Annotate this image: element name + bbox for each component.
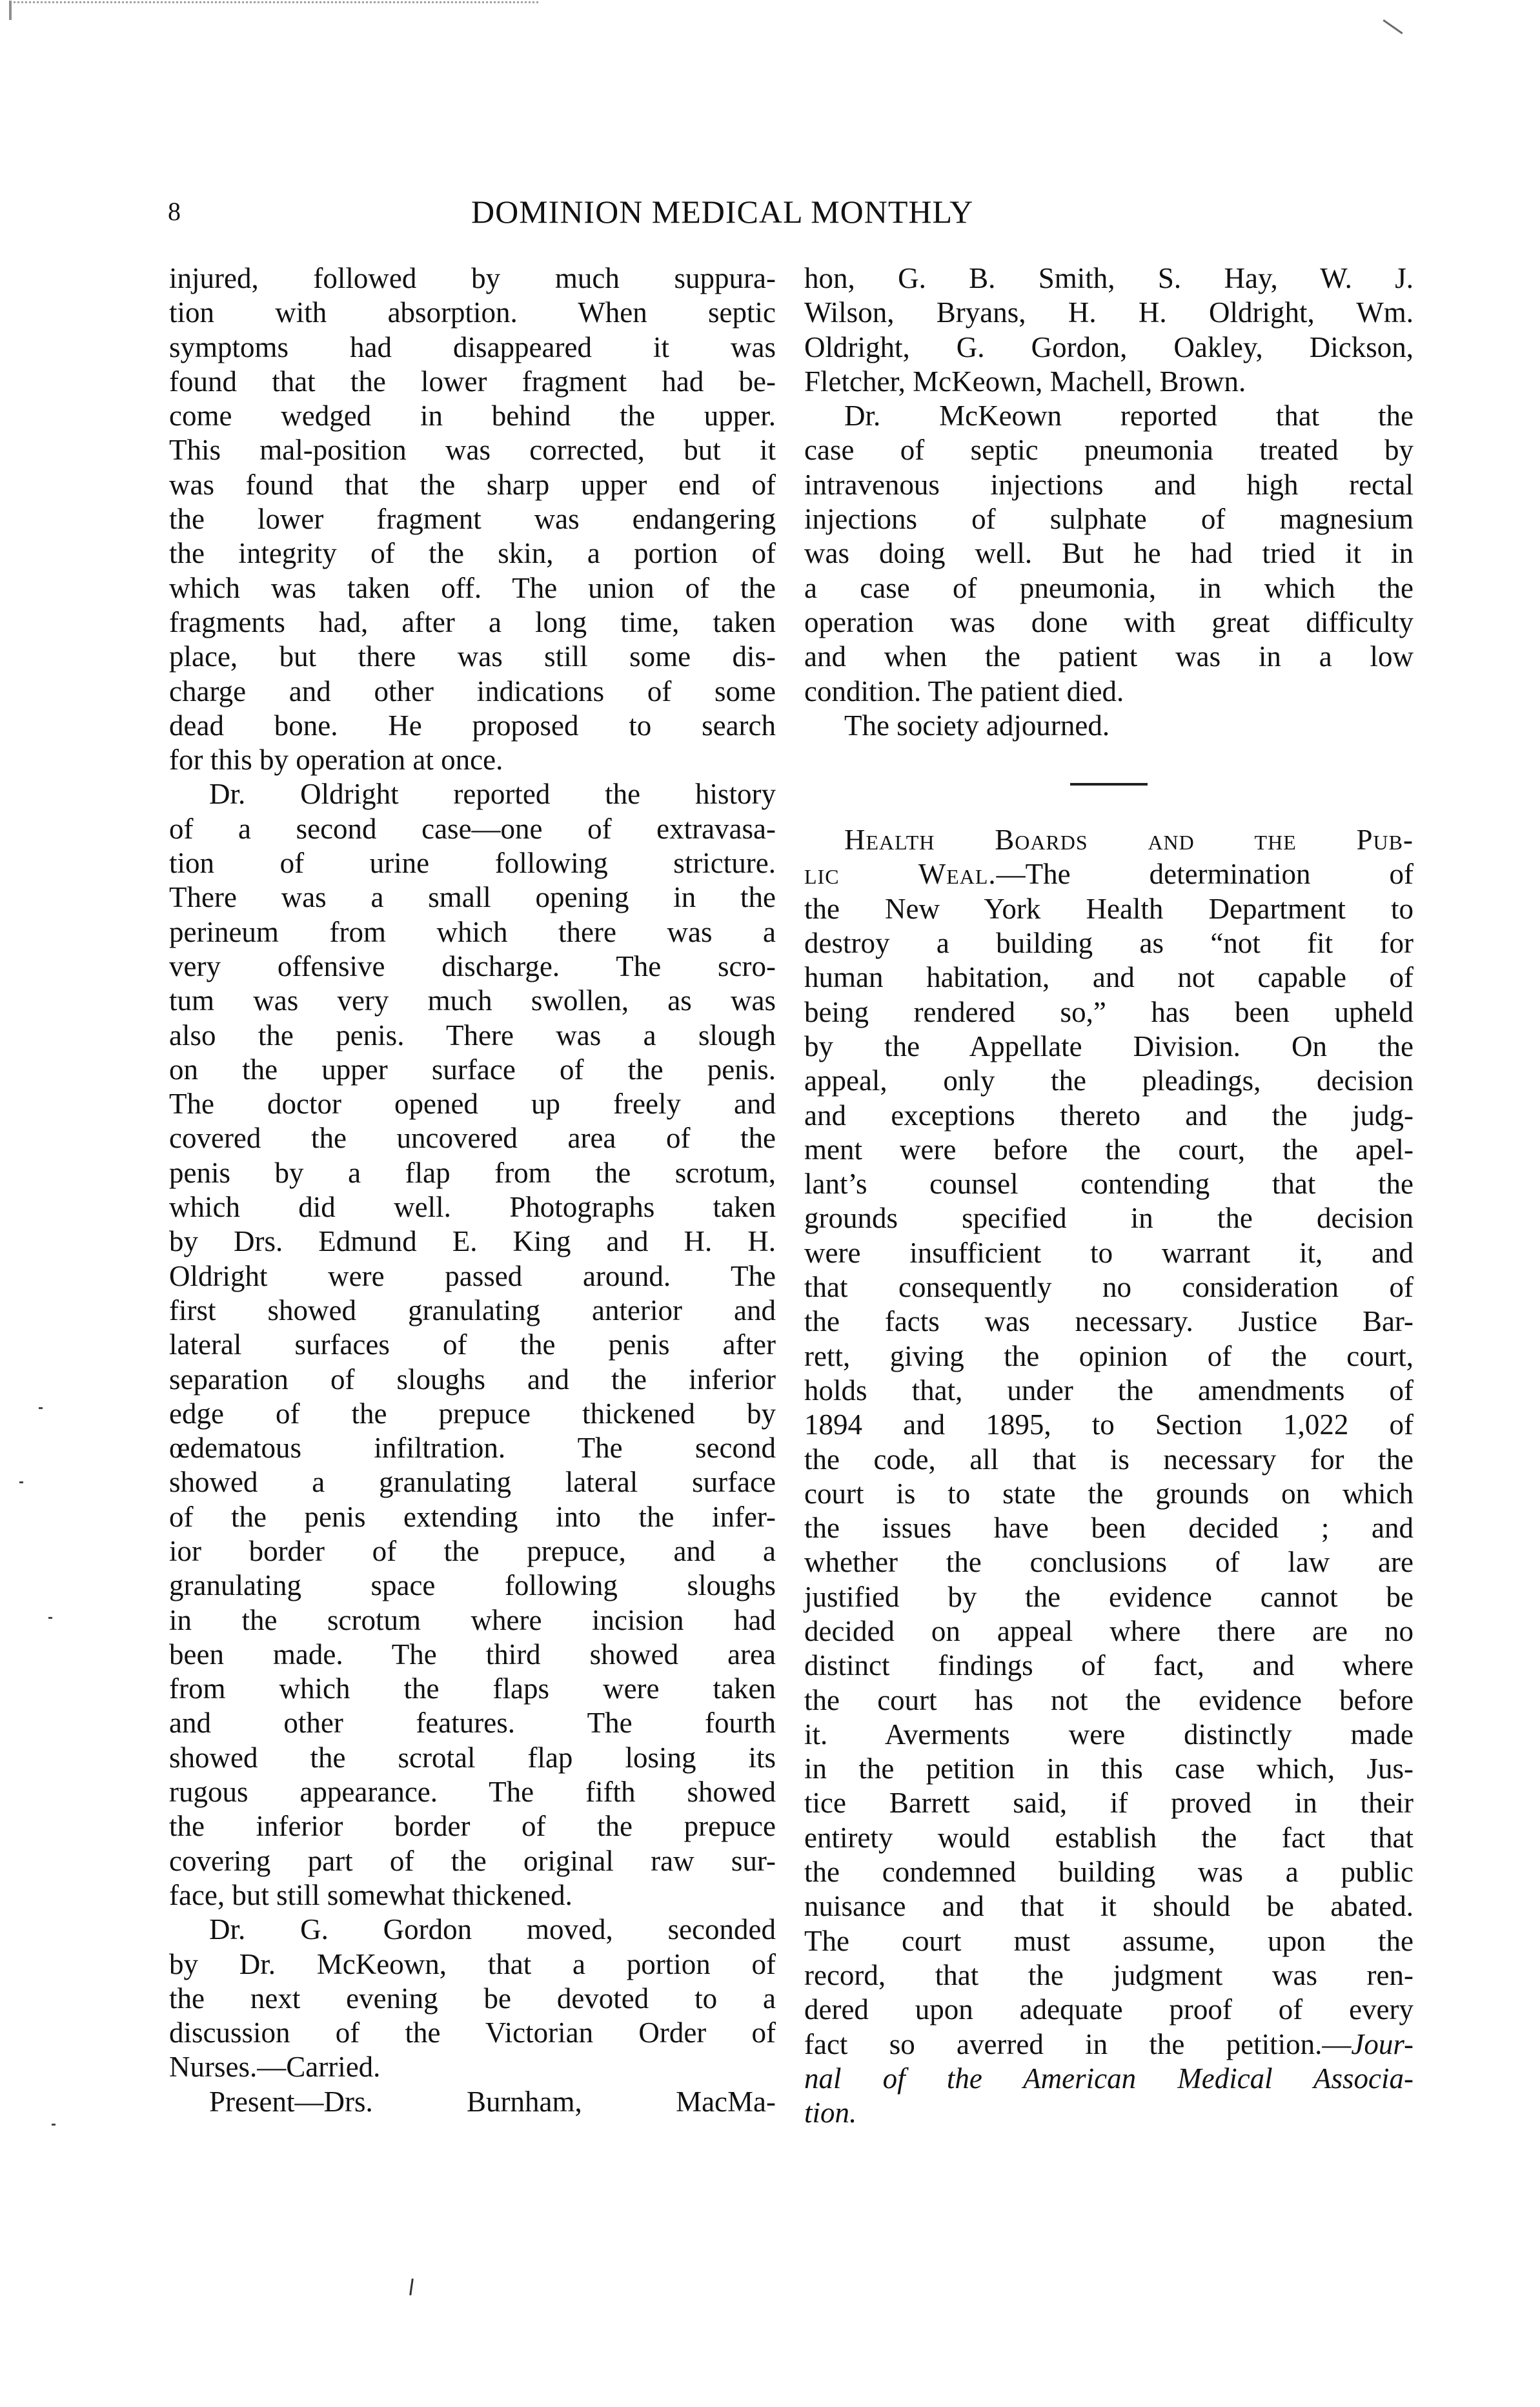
text-line: The doctor opened up freely and	[169, 1088, 776, 1121]
text-line: tum was very much swollen, as was	[169, 984, 776, 1017]
section-divider	[1070, 783, 1148, 786]
text-line: the issues have been decided ; and	[804, 1512, 1413, 1545]
article-last-line	[804, 2027, 1413, 2062]
text-line: were insufficient to warrant it, and	[804, 1236, 1413, 1269]
text-line: by Dr. McKeown, that a portion of	[169, 1947, 776, 1980]
text-line: and exceptions thereto and the judg-	[804, 1099, 1413, 1132]
paragraph-mckeown-report	[804, 399, 1413, 709]
scan-speck	[52, 2124, 56, 2126]
text-line: There was a small opening in the	[169, 881, 776, 914]
text-line: of the penis extending into the infer-	[169, 1500, 776, 1533]
text-line: Oldright were passed around. The	[169, 1259, 776, 1292]
text-line: was doing well. But he had tried it in	[804, 537, 1413, 570]
text-line: by Drs. Edmund E. King and H. H.	[169, 1225, 776, 1258]
text-line: justified by the evidence cannot be	[804, 1580, 1413, 1613]
text-line: place, but there was still some dis-	[169, 640, 776, 673]
text-line: discussion of the Victorian Order of	[169, 2016, 776, 2049]
scan-artifact-corner	[1383, 19, 1403, 34]
article-body	[804, 892, 1413, 2027]
text-line: ment were before the court, the apel-	[804, 1133, 1413, 1166]
text-line: distinct findings of fact, and where	[804, 1649, 1413, 1682]
text-line: and when the patient was in a low	[804, 640, 1413, 673]
text-line: Dr. G. Gordon moved, seconded	[209, 1913, 776, 1946]
running-title: DOMINION MEDICAL MONTHLY	[471, 194, 974, 230]
paragraph-continued-case	[169, 261, 776, 777]
text-line: in the petition in this case which, Jus-	[804, 1752, 1413, 1785]
text-line: case of septic pneumonia treated by	[804, 434, 1413, 467]
text-line: appeal, only the pleadings, decision	[804, 1064, 1413, 1097]
text-line: the inferior border of the prepuce	[169, 1810, 776, 1843]
paragraph-present-list	[169, 2085, 776, 2119]
text-line: condition. The patient died.	[804, 675, 1124, 707]
text-line: fragments had, after a long time, taken	[169, 605, 776, 638]
text-line: This mal-position was corrected, but it	[169, 434, 776, 467]
text-line: the integrity of the skin, a portion of	[169, 537, 776, 570]
text-line: holds that, under the amendments of	[804, 1374, 1413, 1407]
text-line: œdematous infiltration. The second	[169, 1432, 776, 1465]
text-line: 1894 and 1895, to Section 1,022 of	[804, 1408, 1413, 1441]
scan-speck	[39, 1407, 43, 1409]
text-line: also the penis. There was a slough	[169, 1019, 776, 1051]
text-line: Fletcher, McKeown, Machell, Brown.	[804, 365, 1246, 398]
text-line: very offensive discharge. The scro-	[169, 950, 776, 982]
text-line: Present—Drs. Burnham, MacMa-	[209, 2085, 776, 2118]
text-line: of a second case—one of extravasa-	[169, 812, 776, 845]
text-line: the New York Health Department to	[804, 892, 1413, 925]
article-text-start: —The determination of	[996, 858, 1413, 891]
text-line: that consequently no consideration of	[804, 1271, 1413, 1304]
text-line: by the Appellate Division. On the	[804, 1030, 1413, 1062]
text-line: showed a granulating lateral surface	[169, 1466, 776, 1499]
text-line: tion with absorption. When septic	[169, 296, 776, 329]
text-line: injections of sulphate of magnesium	[804, 503, 1413, 536]
text-line: tion of urine following stricture.	[169, 847, 776, 880]
text-line: in the scrotum where incision had	[169, 1603, 776, 1636]
text-line: dered upon adequate proof of every	[804, 1993, 1413, 2026]
text-line: Dr. McKeown reported that the	[844, 400, 1413, 432]
text-line: for this by operation at once.	[169, 744, 503, 777]
text-line: whether the conclusions of law are	[804, 1546, 1413, 1579]
paragraph-adjourned	[804, 709, 1413, 743]
text-line: dead bone. He proposed to search	[169, 709, 776, 742]
text-line: found that the lower fragment had be-	[169, 365, 776, 398]
text-line: hon, G. B. Smith, S. Hay, W. J.	[804, 262, 1413, 294]
page-number: 8	[168, 197, 181, 226]
citation-start: Jour-	[1351, 2027, 1413, 2060]
text-line: being rendered so,” has been upheld	[804, 995, 1413, 1028]
text-line: destroy a building as “not fit for	[804, 927, 1413, 960]
text-line: come wedged in behind the upper.	[169, 400, 776, 432]
text-line: granulating space following sloughs	[169, 1569, 776, 1602]
text-line: first showed granulating anterior and	[169, 1294, 776, 1326]
text-line: which did well. Photographs taken	[169, 1191, 776, 1224]
text-line: on the upper surface of the penis.	[169, 1053, 776, 1086]
text-line: record, that the judgment was ren-	[804, 1958, 1413, 1991]
text-line: been made. The third showed area	[169, 1638, 776, 1671]
citation-line: tion.	[804, 2097, 857, 2129]
text-line: lateral surfaces of the penis after	[169, 1328, 776, 1361]
text-line: edge of the prepuce thickened by	[169, 1397, 776, 1430]
article-heading-line	[804, 823, 1413, 857]
text-line: The society adjourned.	[844, 709, 1110, 742]
text-line: charge and other indications of some	[169, 675, 776, 707]
text-line: covered the uncovered area of the	[169, 1122, 776, 1155]
article-heading: Health Boards and the Pub-	[844, 824, 1413, 857]
text-line: and other features. The fourth	[169, 1707, 776, 1740]
text-line: lant’s counsel contending that the	[804, 1168, 1413, 1201]
text-line: perineum from which there was a	[169, 915, 776, 948]
text-line: Wilson, Bryans, H. H. Oldright, Wm.	[804, 296, 1413, 329]
text-line: operation was done with great difficulty	[804, 605, 1413, 638]
left-column	[169, 261, 776, 2119]
text-line: a case of pneumonia, in which the	[804, 571, 1413, 604]
text-line: entirety would establish the fact that	[804, 1821, 1413, 1854]
text-line: the facts was necessary. Justice Bar-	[804, 1305, 1413, 1338]
text-line: rugous appearance. The fifth showed	[169, 1776, 776, 1809]
text-line: the condemned building was a public	[804, 1856, 1413, 1889]
article-last-line-text: fact so averred in the petition.—	[804, 2027, 1352, 2060]
text-line: tice Barrett said, if proved in their	[804, 1787, 1413, 1820]
text-line: intravenous injections and high rectal	[804, 468, 1413, 501]
text-line: ior border of the prepuce, and a	[169, 1534, 776, 1567]
text-line: Oldright, G. Gordon, Oakley, Dickson,	[804, 330, 1413, 363]
text-line: decided on appeal where there are no	[804, 1614, 1413, 1647]
text-line: the court has not the evidence before	[804, 1683, 1413, 1716]
article-heading-continued: lic Weal.	[804, 858, 997, 891]
text-line: showed the scrotal flap losing its	[169, 1741, 776, 1774]
text-line: rett, giving the opinion of the court,	[804, 1339, 1413, 1372]
text-line: nuisance and that it should be abated.	[804, 1890, 1413, 1923]
text-line: which was taken off. The union of the	[169, 571, 776, 604]
text-line: the lower fragment was endangering	[169, 503, 776, 536]
citation-line: nal of the American Medical Associa-	[804, 2062, 1413, 2095]
text-line: Nurses.—Carried.	[169, 2051, 381, 2084]
article-health-boards	[804, 823, 1413, 2130]
citation	[804, 2062, 1413, 2131]
text-line: separation of sloughs and the inferior	[169, 1363, 776, 1396]
text-line: Dr. Oldright reported the history	[209, 778, 776, 811]
text-line: The court must assume, upon the	[804, 1924, 1413, 1957]
right-column	[804, 261, 1413, 2130]
paragraph-present-list-continued	[804, 261, 1413, 399]
text-line: face, but still somewhat thickened.	[169, 1878, 572, 1911]
text-line: symptoms had disappeared it was	[169, 330, 776, 363]
text-line: the code, all that is necessary for the	[804, 1443, 1413, 1476]
text-line: the next evening be devoted to a	[169, 1982, 776, 2015]
text-line: from which the flaps were taken	[169, 1672, 776, 1705]
article-heading-line-2	[804, 857, 1413, 891]
scan-artifact-top	[9, 1, 538, 17]
text-line: grounds specified in the decision	[804, 1202, 1413, 1235]
paragraph-gordon-motion	[169, 1913, 776, 2084]
scan-artifact-bottom	[409, 2279, 414, 2295]
scan-speck	[48, 1617, 52, 1619]
text-line: court is to state the grounds on which	[804, 1477, 1413, 1510]
text-line: was found that the sharp upper end of	[169, 468, 776, 501]
page-header	[0, 192, 1540, 231]
text-line: injured, followed by much suppura-	[169, 262, 776, 294]
text-line: penis by a flap from the scrotum,	[169, 1156, 776, 1189]
text-line: it. Averments were distinctly made	[804, 1718, 1413, 1751]
scan-speck	[19, 1481, 23, 1483]
text-line: human habitation, and not capable of	[804, 961, 1413, 994]
text-line: covering part of the original raw sur-	[169, 1844, 776, 1877]
paragraph-oldright-report	[169, 777, 776, 1913]
